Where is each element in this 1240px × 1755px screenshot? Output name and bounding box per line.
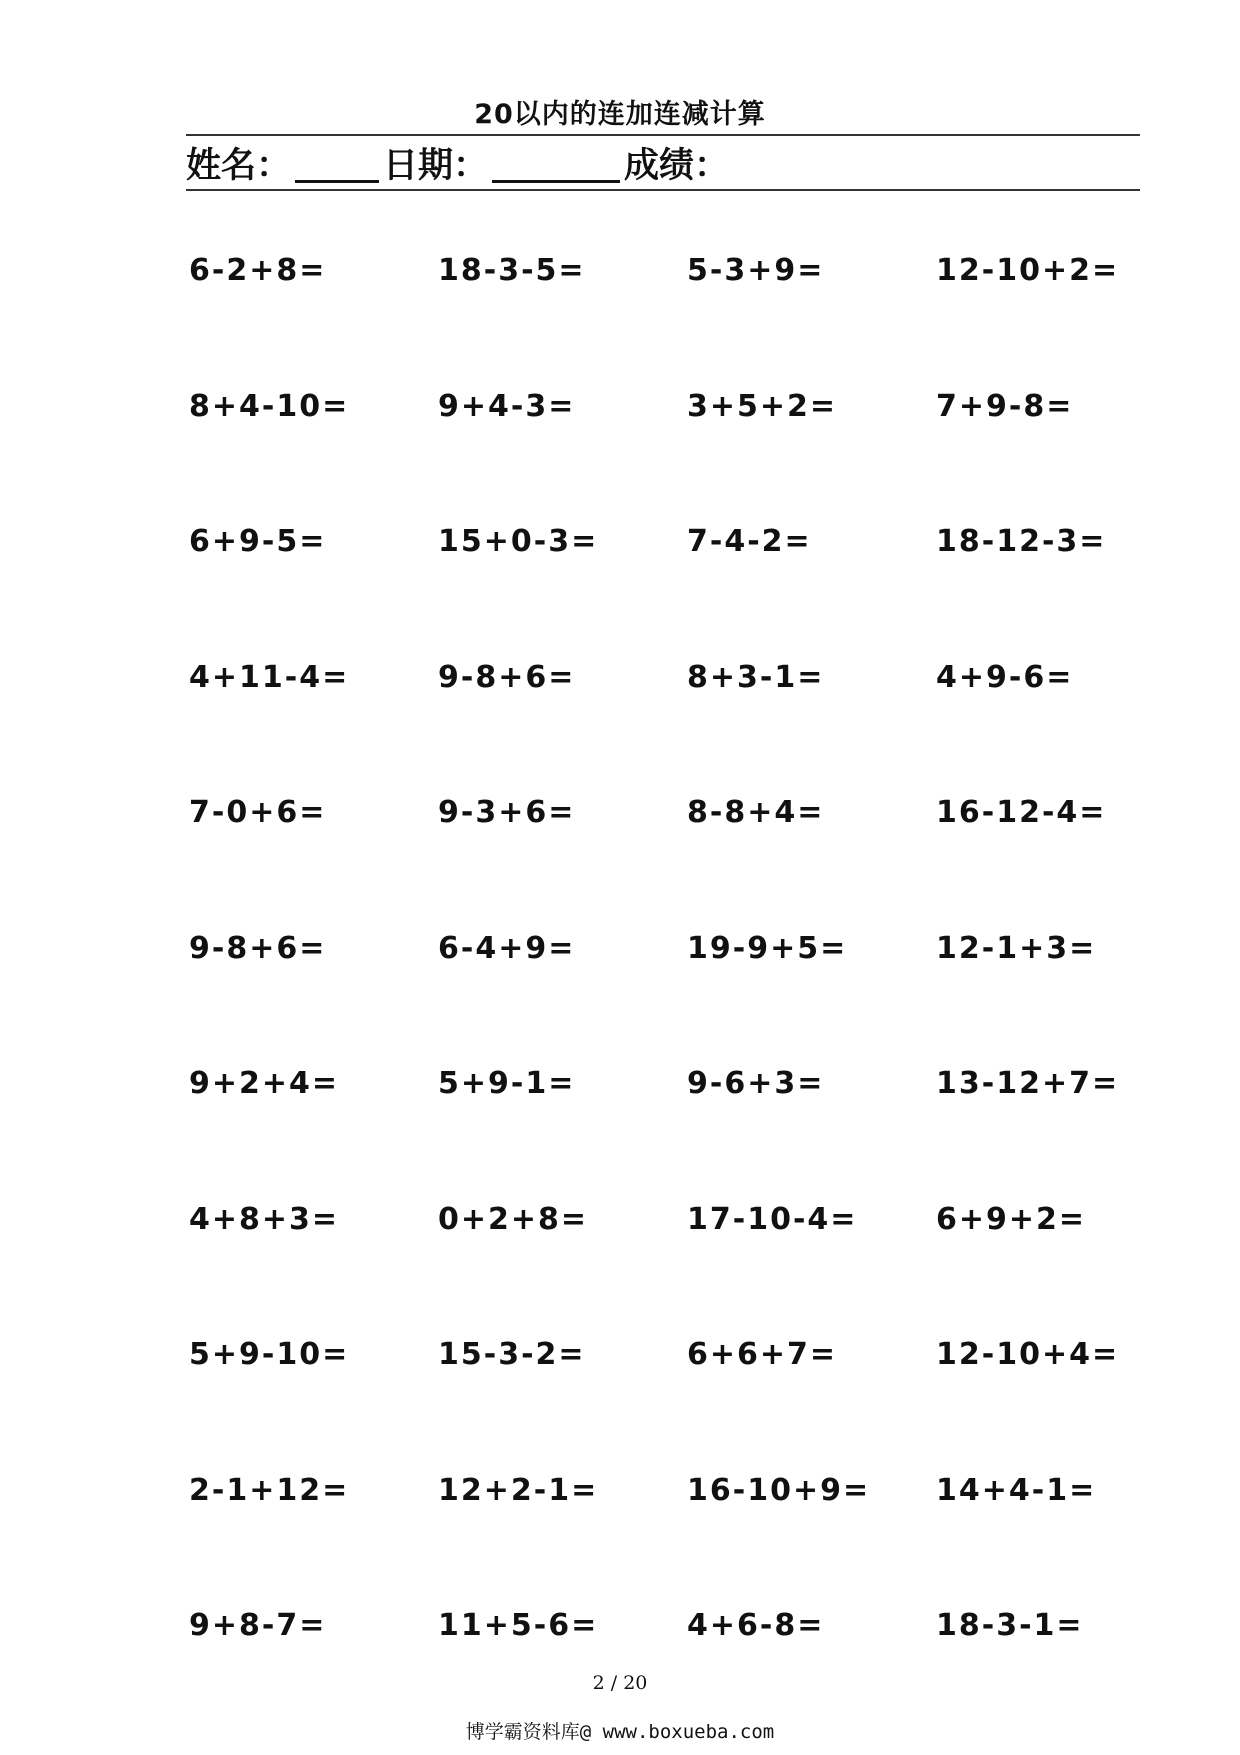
problem-item: 6+9+2= <box>936 1201 1087 1237</box>
problem-item: 4+11-4= <box>189 659 350 695</box>
problem-item: 9-8+6= <box>189 930 327 966</box>
problem-item: 9-8+6= <box>438 659 576 695</box>
problem-item: 3+5+2= <box>687 388 838 424</box>
problem-item: 9+4-3= <box>438 388 576 424</box>
page-title: 20以内的连加连减计算 <box>474 99 766 130</box>
problem-item: 9+8-7= <box>189 1608 327 1643</box>
problem-item: 19-9+5= <box>687 930 848 966</box>
problem-item: 7+9-8= <box>936 388 1074 424</box>
problem-item: 8-8+4= <box>687 795 825 830</box>
problem-item: 9-6+3= <box>687 1066 825 1101</box>
problem-item: 6-2+8= <box>189 253 327 288</box>
problem-item: 9-3+6= <box>438 795 576 830</box>
name-blank[interactable] <box>295 144 379 183</box>
problem-item: 13-12+7= <box>936 1066 1120 1101</box>
problem-item: 4+6-8= <box>687 1608 825 1643</box>
problem-item: 12-10+2= <box>936 253 1120 288</box>
problem-item: 5-3+9= <box>687 253 825 288</box>
top-rule <box>186 134 1140 136</box>
problem-item: 2-1+12= <box>189 1472 350 1508</box>
problem-item: 16-12-4= <box>936 795 1107 830</box>
problem-item: 15+0-3= <box>438 524 599 559</box>
problem-item: 12+2-1= <box>438 1472 599 1508</box>
problem-item: 12-1+3= <box>936 930 1097 966</box>
problem-item: 8+3-1= <box>687 659 825 695</box>
problem-item: 5+9-1= <box>438 1066 576 1101</box>
problem-item: 7-4-2= <box>687 524 812 559</box>
problem-item: 12-10+4= <box>936 1337 1120 1372</box>
problem-item: 15-3-2= <box>438 1337 586 1372</box>
problem-item: 14+4-1= <box>936 1472 1097 1508</box>
problem-item: 0+2+8= <box>438 1201 589 1237</box>
problem-item: 7-0+6= <box>189 795 327 830</box>
problem-item: 6-4+9= <box>438 930 576 966</box>
page-number: 2 / 20 <box>592 1672 648 1694</box>
problem-item: 4+8+3= <box>189 1201 340 1237</box>
problem-grid <box>189 251 1189 1742</box>
problem-item: 5+9-10= <box>189 1337 350 1372</box>
name-label: 姓名： <box>186 146 292 186</box>
date-label: 日期： <box>383 146 489 186</box>
problem-item: 18-3-5= <box>438 253 586 288</box>
problem-item: 6+6+7= <box>687 1337 838 1372</box>
problem-item: 16-10+9= <box>687 1472 871 1508</box>
bottom-rule <box>186 189 1140 191</box>
score-label: 成绩： <box>624 146 730 186</box>
problem-item: 18-12-3= <box>936 524 1107 559</box>
problem-item: 18-3-1= <box>936 1608 1084 1643</box>
problem-item: 9+2+4= <box>189 1066 340 1101</box>
problem-item: 8+4-10= <box>189 388 350 424</box>
problem-item: 11+5-6= <box>438 1608 599 1643</box>
footer-text: 博学霸资料库@ www.boxueba.com <box>465 1721 775 1743</box>
problem-item: 17-10-4= <box>687 1201 858 1237</box>
date-blank[interactable] <box>492 144 620 183</box>
header-fields <box>186 140 729 186</box>
problem-item: 6+9-5= <box>189 524 327 559</box>
problem-item: 4+9-6= <box>936 659 1074 695</box>
